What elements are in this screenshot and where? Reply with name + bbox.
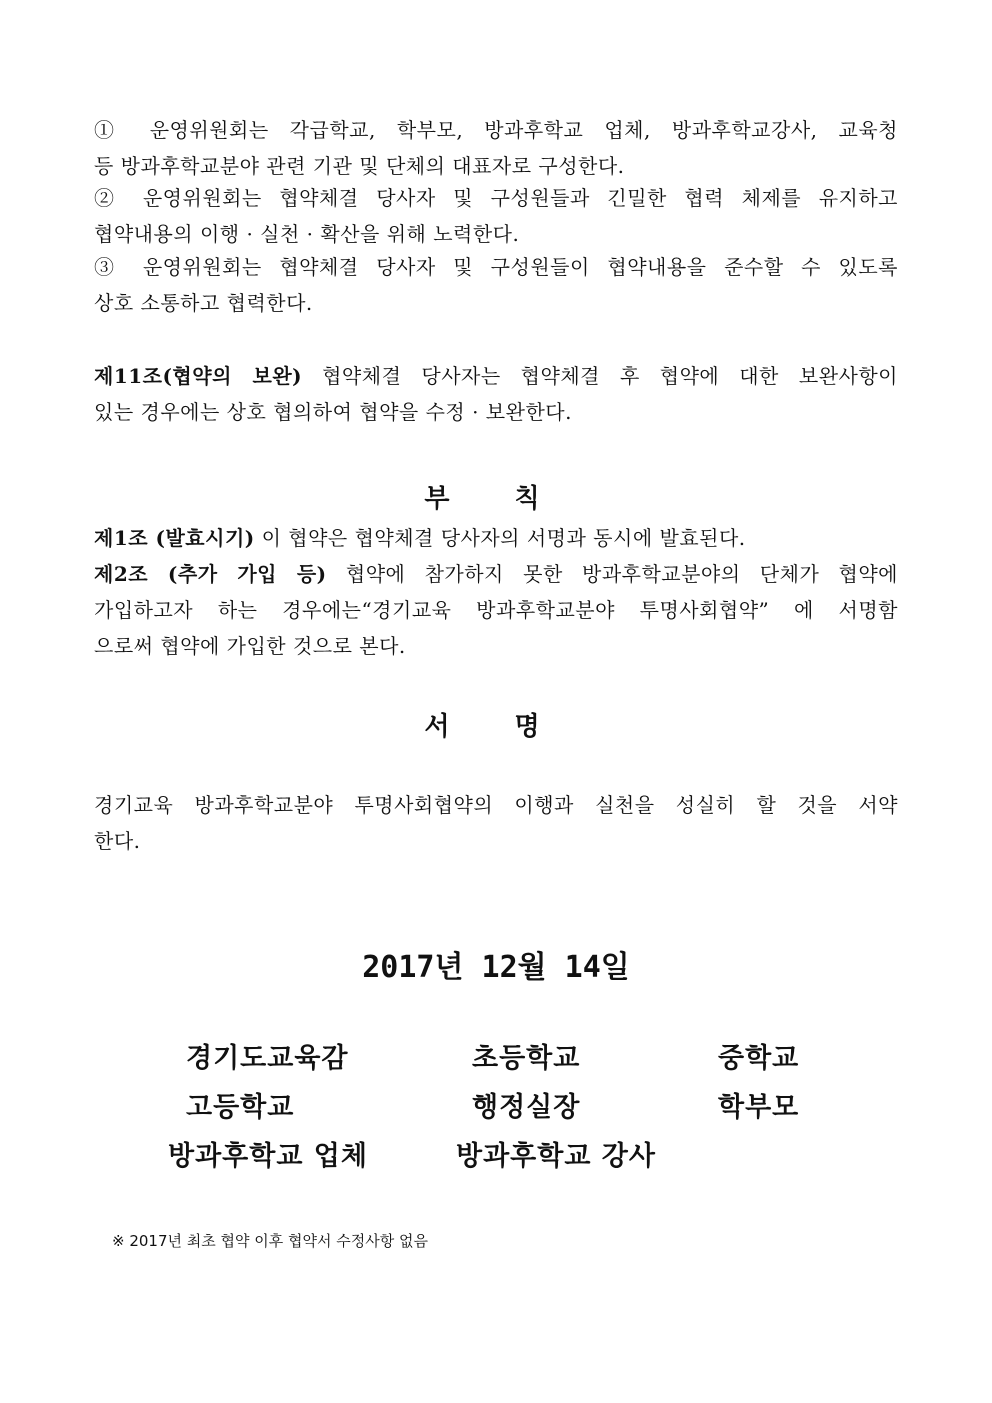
signature-heading: 서 명 [424,712,568,742]
supp-article-2-line-3: 으로써 협약에 가입한 것으로 본다. [94,634,406,658]
clause-1-line-1: ① 운영위원회는 각급학교, 학부모, 방과후학교 업체, 방과후학교강사, 교육청 [94,118,898,142]
clause-2 [94,180,898,252]
supp-article-2-title: 제2조 (추가 가입 등) [94,562,327,586]
clause-3-line-2: 상호 소통하고 협력한다. [94,291,313,315]
signing-date: 2017년 12월 14일 [362,950,630,985]
article-11-line-2: 있는 경우에는 상호 협의하여 협약을 수정 · 보완한다. [94,400,572,424]
article-11-title: 제11조(협약의 보완) [94,364,303,388]
supp-article-1-text: 이 협약은 협약체결 당사자의 서명과 동시에 발효된다. [254,526,746,550]
signatory-afterschool-company: 방과후학교 업체 [168,1141,368,1172]
pledge [94,787,898,859]
clause-3-line-1: ③ 운영위원회는 협약체결 당사자 및 구성원들이 협약내용을 준수할 수 있도록 [94,255,898,279]
supp-article-2-line-2: 가입하고자 하는 경우에는“경기교육 방과후학교분야 투명사회협약” 에 서명함 [94,598,898,622]
signatory-admin-chief: 행정실장 [472,1092,581,1123]
pledge-line-2: 한다. [94,829,141,853]
signatory-middle-school: 중학교 [718,1043,800,1074]
supplementary-articles [94,520,898,664]
clause-1-line-2: 등 방과후학교분야 관련 기관 및 단체의 대표자로 구성한다. [94,154,625,178]
supp-article-2-line-1 [94,556,898,592]
signatory-superintendent: 경기도교육감 [186,1043,349,1074]
clause-2-line-2: 협약내용의 이행 · 실천 · 확산을 위해 노력한다. [94,222,520,246]
signatory-elementary-school: 초등학교 [472,1043,581,1074]
clause-2-line-1: ② 운영위원회는 협약체결 당사자 및 구성원들과 긴밀한 협력 체제를 유지하고 [94,186,898,210]
article-11-text: 협약체결 당사자는 협약체결 후 협약에 대한 보완사항이 [302,364,898,388]
pledge-line-1: 경기교육 방과후학교분야 투명사회협약의 이행과 실천을 성실히 할 것을 서약 [94,793,898,817]
signatory-parents: 학부모 [718,1092,800,1123]
supp-article-2-text: 협약에 참가하지 못한 방과후학교분야의 단체가 협약에 [326,562,898,586]
clause-3 [94,249,898,321]
article-11 [94,358,898,430]
supp-article-1 [94,520,898,556]
supplementary-heading: 부 칙 [424,484,568,514]
article-11-line-1 [94,358,898,394]
signatory-afterschool-instructor: 방과후학교 강사 [456,1141,656,1172]
footnote: ※ 2017년 최초 협약 이후 협약서 수정사항 없음 [112,1232,428,1250]
supp-article-1-title: 제1조 (발효시기) [94,526,255,550]
clause-1 [94,112,898,184]
signatory-high-school: 고등학교 [186,1092,295,1123]
